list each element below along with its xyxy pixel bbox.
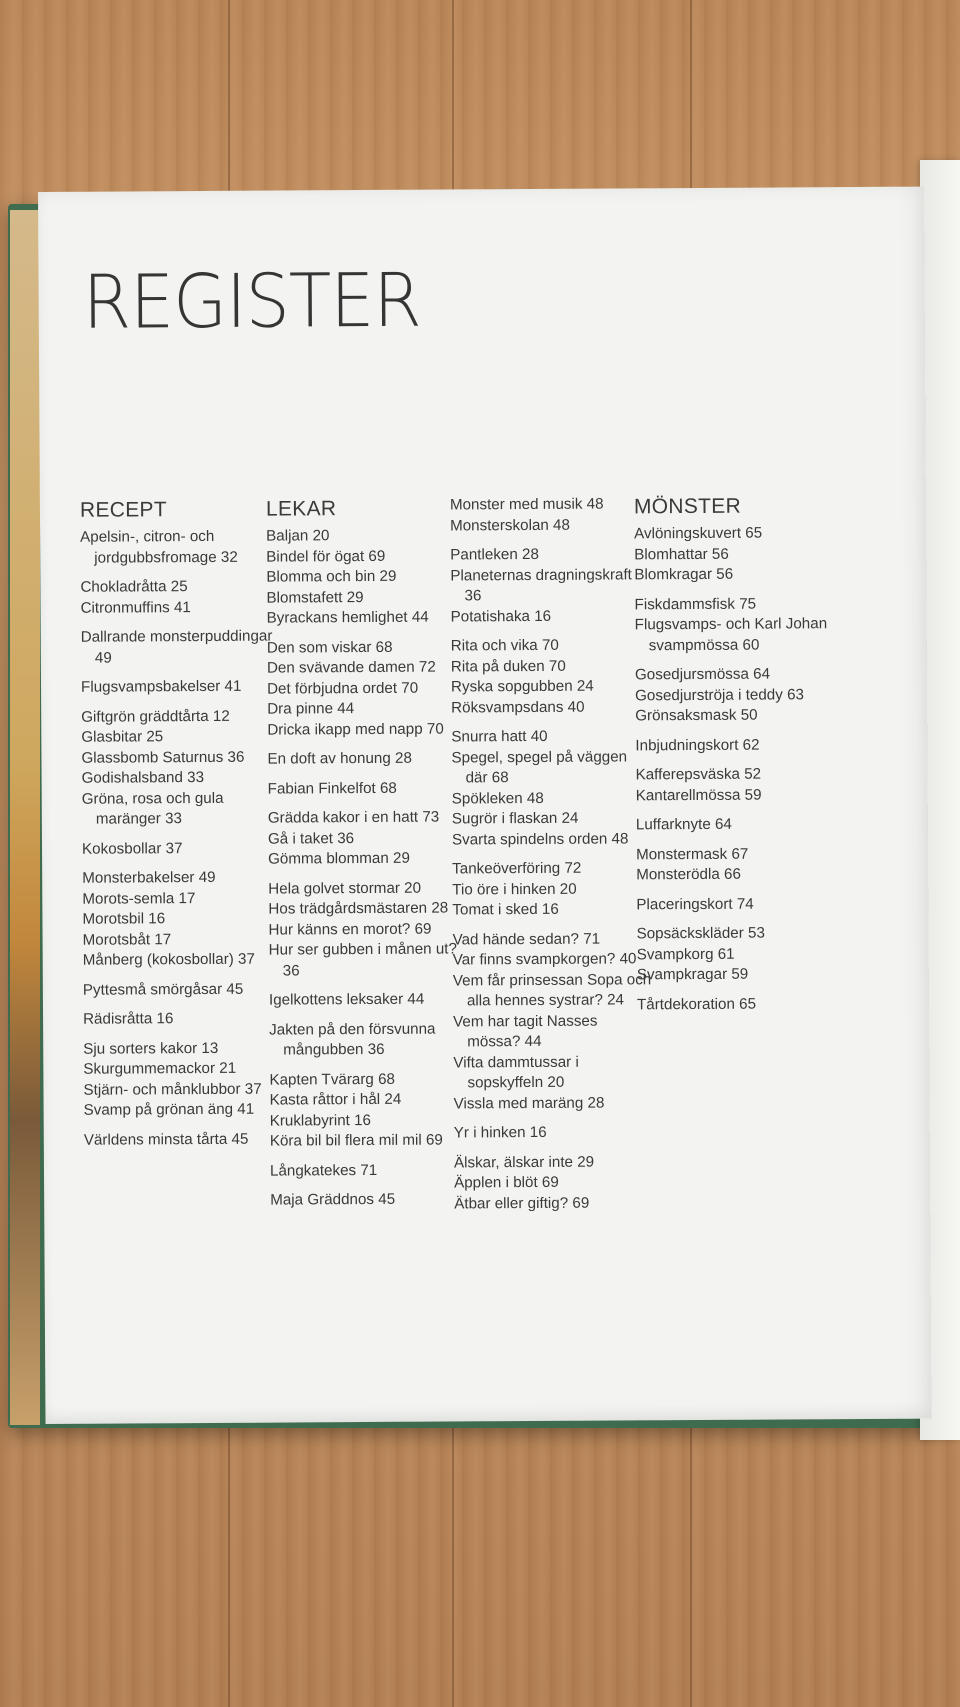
index-entry: Glasbitar 25 (81, 728, 164, 746)
entry-group (81, 677, 277, 699)
entry-group (269, 1069, 465, 1152)
index-entry: Kantarellmössa 59 (635, 786, 762, 804)
index-entry: Godishalsband 33 (81, 768, 205, 787)
index-entry: Planeternas dragningskraft 36 (450, 565, 632, 605)
index-entry: Vem får prinsessan Sopa och alla hennes systrar? 24 (452, 970, 652, 1010)
column-lekar-continued (450, 494, 654, 1223)
index-entry: Kokosbollar 37 (81, 839, 183, 858)
index-entry: Stjärn- och månklubbor 37 (83, 1080, 262, 1099)
section-heading: RECEPT (79, 498, 167, 522)
index-entry: Grädda kakor i en hatt 73 (267, 808, 440, 827)
section-heading: LEKAR (265, 497, 337, 521)
entry-group (81, 706, 278, 830)
index-entry: Gröna, rosa och gula maränger 33 (81, 789, 224, 828)
index-entry: Monstermask 67 (636, 845, 749, 863)
index-entry: Dallrande monsterpuddingar 49 (80, 627, 273, 667)
index-entry: Yr i hinken 16 (453, 1123, 547, 1142)
index-entry: Vissla med maräng 28 (453, 1094, 605, 1112)
index-entry: En doft av honung 28 (267, 749, 412, 768)
index-entry: Fabian Finkelfot 68 (267, 779, 397, 798)
index-entry: Inbjudningskort 62 (635, 736, 760, 754)
index-entry: Maja Gräddnos 45 (270, 1190, 396, 1209)
index-entry: Igelkottens leksaker 44 (268, 990, 425, 1009)
index-entry: Morots-semla 17 (82, 889, 196, 908)
index-entry: Glassbomb Saturnus 36 (81, 748, 245, 767)
index-entry: Rädisråtta 16 (83, 1010, 174, 1028)
index-entry: Den som viskar 68 (266, 638, 393, 657)
entry-group (450, 494, 650, 536)
index-entry: Hela golvet stormar 20 (268, 879, 422, 898)
index-entry: Svampkorg 61 (636, 945, 735, 963)
entry-group (636, 764, 836, 806)
index-entry: Jakten på den försvunna mångubben 36 (269, 1020, 436, 1059)
index-entry: Sju sorters kakor 13 (83, 1039, 219, 1058)
index-entry: Tomat i sked 16 (452, 900, 559, 919)
entry-group (636, 894, 836, 916)
page-title: REGISTER (82, 257, 422, 346)
index-entry: Älskar, älskar inte 29 (453, 1153, 595, 1171)
entry-group (82, 868, 279, 972)
index-entry: Svampkragar 59 (636, 965, 749, 984)
entry-group (267, 637, 464, 741)
index-entry: Vifta dammtussar i sopskyffeln 20 (453, 1053, 579, 1092)
index-entry: Kasta råttor i hål 24 (269, 1090, 402, 1109)
index-entry: Flugsvamps- och Karl Johan svampmössa 60 (634, 615, 828, 654)
entry-group (270, 1189, 466, 1211)
index-entry: Monster med musik 48 (449, 495, 604, 514)
index-entry: Vad hände sedan? 71 (452, 930, 601, 948)
entry-group (82, 838, 278, 860)
index-entry: Det förbjudna ordet 70 (266, 679, 419, 698)
index-entry: Avlöningskuvert 65 (634, 524, 763, 543)
index-entry: Citronmuffins 41 (80, 598, 191, 617)
entry-group (450, 544, 650, 627)
index-entry: Potatishaka 16 (450, 607, 552, 625)
entry-group (268, 878, 465, 982)
index-entry: Blomma och bin 29 (266, 567, 397, 586)
entry-group (454, 1152, 654, 1215)
entry-group (84, 1129, 280, 1151)
index-entry: Grönsaksmask 50 (635, 706, 758, 725)
index-entry: Tårtdekoration 65 (636, 995, 757, 1013)
index-entry: Chokladråtta 25 (80, 578, 188, 596)
entry-group (270, 1160, 466, 1182)
index-entry: Månberg (kokosbollar) 37 (82, 950, 255, 969)
index-entry: Svarta spindelns orden 48 (451, 829, 629, 848)
index-entry: Apelsin-, citron- och jordgubbsfromage 32 (80, 527, 238, 567)
index-entry: Morotsbil 16 (82, 910, 166, 928)
index-entry: Svamp på grönan äng 41 (83, 1100, 255, 1119)
index-entry: Tio öre i hinken 20 (452, 880, 577, 898)
index-entry: Pantleken 28 (450, 545, 539, 564)
entry-group (266, 525, 463, 629)
index-entry: Köra bil bil flera mil mil 69 (269, 1131, 443, 1150)
index-entry: Röksvampsdans 40 (451, 698, 585, 716)
entry-group (634, 523, 834, 586)
index-entry: Ätbar eller giftig? 69 (454, 1194, 590, 1212)
index-entry: Tankeöverföring 72 (452, 859, 582, 878)
entry-group (268, 778, 464, 800)
index-entry: Världens minsta tårta 45 (83, 1130, 249, 1149)
entry-group (83, 1038, 279, 1121)
entry-group (269, 989, 465, 1011)
entry-group (636, 923, 836, 986)
column-lekar (266, 495, 466, 1220)
entry-group (634, 594, 834, 657)
index-entry: Monsterbakelser 49 (82, 868, 216, 887)
entry-group (81, 627, 277, 669)
column-monster (634, 493, 837, 1024)
entry-group (635, 735, 835, 757)
entry-group (452, 858, 652, 921)
entry-group (267, 748, 463, 770)
entry-group (83, 979, 279, 1001)
index-entry: Den svävande damen 72 (266, 658, 436, 677)
index-entry: Blomkragar 56 (634, 565, 734, 584)
entry-group (268, 807, 464, 870)
index-entry: Flugsvampsbakelser 41 (80, 677, 242, 696)
index-entry: Byrackans hemlighet 44 (266, 608, 429, 627)
entry-group (637, 994, 837, 1016)
entry-list (634, 523, 837, 1015)
index-entry: Snurra hatt 40 (451, 727, 548, 746)
index-entry: Sopsäckskläder 53 (636, 924, 765, 943)
index-entry: Skurgummemackor 21 (83, 1059, 237, 1078)
index-entry: Placeringskort 74 (636, 895, 754, 913)
index-entry: Dricka ikapp med napp 70 (267, 720, 444, 739)
index-entry: Gosedjursmössa 64 (634, 665, 771, 684)
entry-list (450, 494, 654, 1214)
index-entry: Gå i taket 36 (267, 829, 355, 848)
index-entry: Bindel för ögat 69 (266, 547, 386, 566)
entry-list (80, 527, 280, 1151)
entry-group (451, 635, 651, 718)
index-entry: Vem har tagit Nasses mössa? 44 (453, 1012, 598, 1051)
index-entry: Spegel, spegel på väggen där 68 (451, 747, 628, 787)
index-entry: Blomhattar 56 (634, 545, 729, 563)
index-page (38, 187, 932, 1424)
index-entry: Kruklabyrint 16 (269, 1111, 372, 1130)
index-entry: Baljan 20 (266, 527, 330, 545)
entry-group (453, 929, 654, 1115)
index-entry: Kapten Tvärarg 68 (269, 1070, 396, 1089)
index-entry: Giftgrön gräddtårta 12 (81, 707, 230, 726)
index-entry: Äpplen i blöt 69 (454, 1173, 559, 1192)
index-entry: Sugrör i flaskan 24 (451, 809, 579, 828)
index-entry: Rita på duken 70 (450, 657, 566, 675)
entry-group (454, 1122, 654, 1144)
entry-group (269, 1019, 465, 1061)
index-entry: Blomstafett 29 (266, 588, 364, 607)
entry-group (451, 726, 652, 850)
cover-illustration-edge (10, 210, 40, 1425)
index-entry: Dra pinne 44 (267, 700, 355, 718)
index-entry: Gömma blomman 29 (268, 849, 410, 868)
index-entry: Hos trädgårdsmästaren 28 (268, 899, 449, 918)
entry-group (636, 814, 836, 836)
index-entry: Hur ser gubben i månen ut? 36 (268, 940, 457, 980)
section-heading: MÖNSTER (633, 494, 742, 519)
index-entry: Luffarknyte 64 (635, 815, 732, 834)
index-entry: Ryska sopgubben 24 (450, 677, 594, 696)
index-entry: Spökleken 48 (451, 789, 544, 807)
index-entry: Hur känns en morot? 69 (268, 920, 432, 939)
index-entry: Monsterödla 66 (636, 865, 741, 884)
entry-group (80, 577, 276, 619)
index-entry: Kafferepsväska 52 (635, 765, 762, 784)
entry-group (80, 527, 276, 569)
entry-group (635, 664, 835, 727)
entry-group (636, 844, 836, 886)
index-entry: Monsterskolan 48 (449, 516, 570, 534)
entry-group (83, 1009, 279, 1031)
index-entry: Morotsbåt 17 (82, 930, 172, 949)
index-entry: Fiskdammsfisk 75 (634, 595, 757, 613)
entry-list (266, 525, 466, 1211)
index-entry: Pyttesmå smörgåsar 45 (82, 980, 244, 999)
index-entry: Gosedjurströja i teddy 63 (635, 685, 804, 704)
index-entry: Rita och vika 70 (450, 636, 559, 655)
index-entry: Långkatekes 71 (269, 1161, 378, 1180)
column-recept (80, 497, 280, 1160)
index-entry: Var finns svampkorgen? 40 (452, 950, 637, 969)
